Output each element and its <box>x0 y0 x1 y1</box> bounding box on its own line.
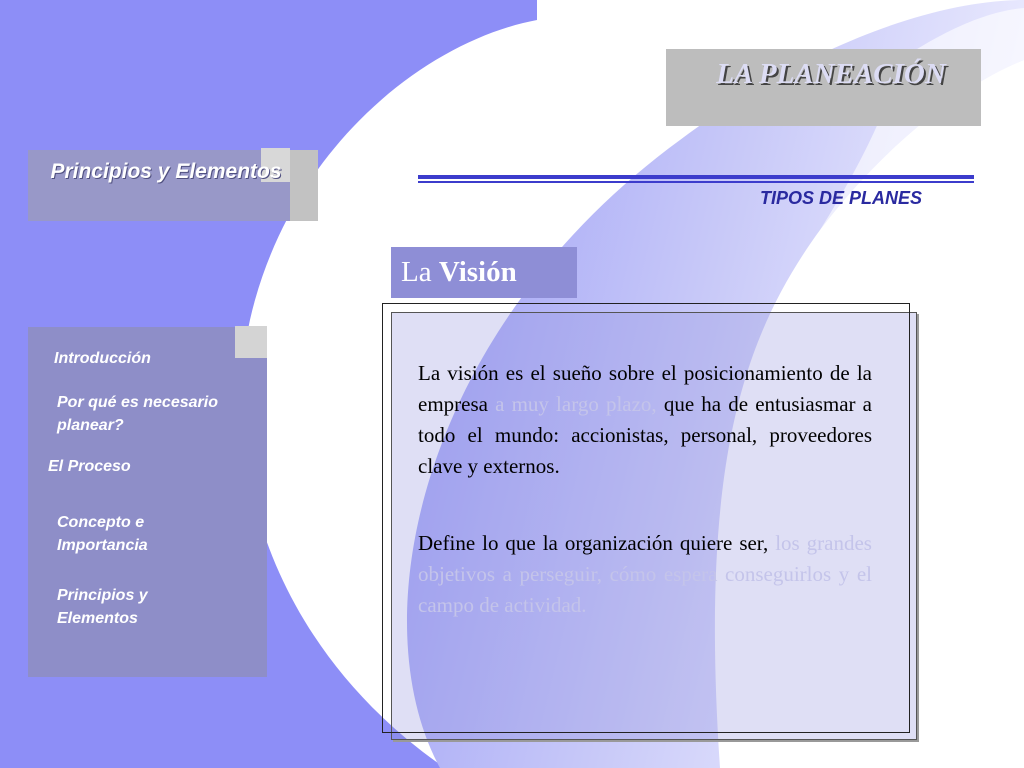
nav-item-line: Principios y <box>57 587 148 604</box>
p2-highlight: los grandes objetivos a perseguir, cómo espera conseguirlos y el campo de actividad <box>418 531 872 617</box>
nav-menu-fold <box>235 326 267 358</box>
page-title: LA PLANEACIÓN <box>716 58 946 90</box>
p1-text: La visión es el sueño sobre el posicionamiento de la empresa <box>418 361 872 416</box>
topic-heading <box>401 256 517 289</box>
divider-line-thin <box>418 181 974 183</box>
nav-item-line: Importancia <box>57 537 148 554</box>
vision-paragraph-1 <box>418 358 872 482</box>
nav-item-line: Concepto e <box>57 514 145 531</box>
p2-text-end: . <box>581 593 587 617</box>
vision-paragraph-2 <box>418 528 872 621</box>
p2-text: Define lo que la organización quiere ser, <box>418 531 776 555</box>
nav-item-line: planear? <box>57 417 124 434</box>
nav-item-introduccion[interactable]: Introducción <box>54 350 151 367</box>
nav-item-line: Elementos <box>57 610 138 627</box>
p1-text-end: que ha de entusiasmar a todo el mundo: accionistas, personal, proveedores clave y externos. <box>418 392 872 478</box>
topic-word: Visión <box>438 256 517 288</box>
nav-item-line: Por qué es necesario <box>57 394 218 411</box>
section-label: Principios y Elementos <box>50 160 282 183</box>
topic-prefix: La <box>401 256 432 288</box>
subtitle: TIPOS DE PLANES <box>760 188 923 208</box>
p1-highlight: a muy largo plazo, <box>495 392 657 416</box>
divider-line <box>418 175 974 179</box>
nav-item-concepto[interactable] <box>57 511 148 557</box>
nav-item-por-que[interactable] <box>57 391 218 437</box>
nav-item-principios[interactable] <box>57 584 148 630</box>
nav-item-el-proceso[interactable]: El Proceso <box>48 458 131 475</box>
